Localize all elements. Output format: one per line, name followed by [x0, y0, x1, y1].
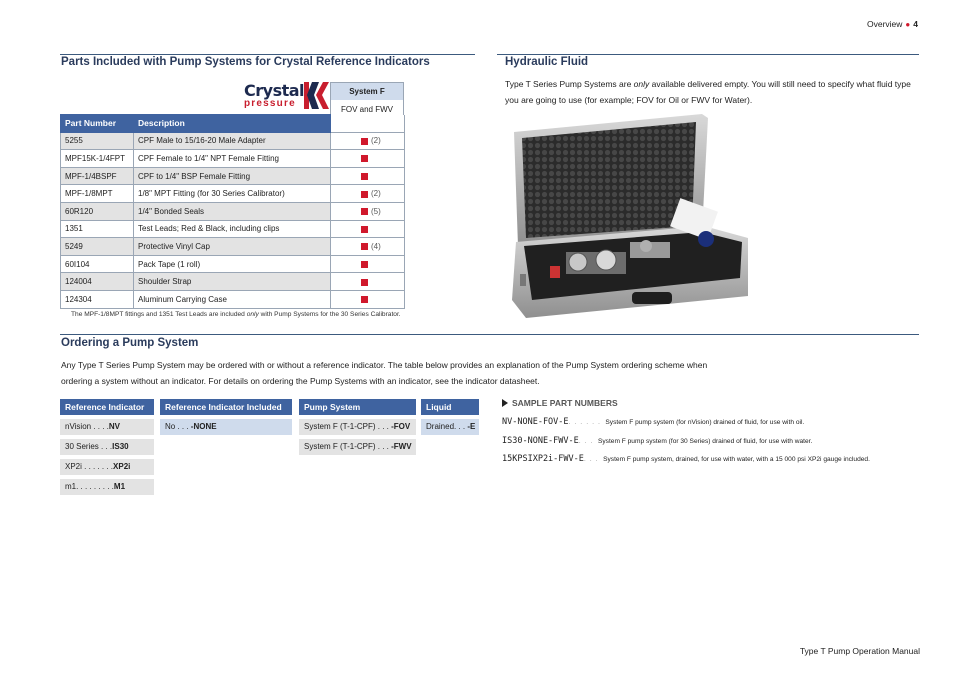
table-row — [61, 202, 405, 220]
sample-item — [502, 411, 870, 430]
sample-item — [502, 448, 870, 467]
col-header-pump-system: Pump System — [299, 399, 416, 415]
sample-description: System F pump system, drained, for use with water, with a 15 000 psi XP2i gauge included. — [603, 456, 870, 463]
included-mark — [331, 202, 405, 220]
table-row — [61, 150, 405, 168]
logo-mark-icon — [303, 81, 331, 111]
sample-description: System F pump system (for nVision) drained of fluid, for use with oil. — [605, 419, 805, 426]
part-description: Aluminum Carrying Case — [134, 290, 331, 308]
part-description: CPF to 1/4" BSP Female Fitting — [134, 167, 331, 185]
sample-leader: . . . . . . — [568, 419, 601, 426]
ordering-col-indicator-included — [160, 399, 292, 435]
part-description: 1/4" Bonded Seals — [134, 202, 331, 220]
ordering-option: No . . . -NONE — [160, 419, 292, 435]
table-row — [61, 290, 405, 308]
included-mark — [331, 290, 405, 308]
included-square-icon — [361, 296, 368, 303]
page-header — [867, 19, 918, 29]
part-number: 5249 — [61, 238, 134, 256]
ordering-col-pump-system — [299, 399, 416, 455]
sample-code: IS30-NONE-FWV-E — [502, 435, 579, 446]
ordering-col-liquid — [421, 399, 479, 435]
col-header-indicator-included: Reference Indicator Included — [160, 399, 292, 415]
hydraulic-section-title: Hydraulic Fluid — [505, 56, 589, 68]
ordering-text: Any Type T Series Pump System may be ordered with or without a reference indicator. The table below provides an explanation of the Pump System ordering scheme when ordering a system without an indicator. For details on ordering the Pump Systems with an indicator, see the indicator datasheet. — [61, 360, 708, 386]
table-row — [61, 185, 405, 203]
included-mark — [331, 238, 405, 256]
ordering-option: System F (T-1-CPF) . . . -FOV — [299, 419, 416, 435]
table-row — [61, 273, 405, 291]
included-mark — [331, 273, 405, 291]
sample-part-numbers — [502, 398, 870, 467]
included-square-icon — [361, 208, 368, 215]
system-f-title: System F — [331, 83, 403, 100]
part-number: 124304 — [61, 290, 134, 308]
sample-code: NV-NONE-FOV-E — [502, 417, 569, 427]
page-number: 4 — [913, 19, 918, 29]
table-row — [61, 238, 405, 256]
hydraulic-text: Type T Series Pump Systems are only available delivered empty. You will still need to specify what fluid type you are going to use (for example; FOV for Oil or FWV for Water). — [505, 79, 911, 105]
col-system-f — [331, 115, 405, 133]
samples-title: SAMPLE PART NUMBERS — [502, 398, 870, 408]
included-square-icon — [361, 155, 368, 162]
sample-leader: . . . — [583, 456, 599, 463]
crystal-pressure-logo — [244, 81, 334, 113]
col-description: Description — [134, 115, 331, 133]
part-description: CPF Female to 1/4" NPT Female Fitting — [134, 150, 331, 168]
included-mark — [331, 150, 405, 168]
part-description: Test Leads; Red & Black, including clips — [134, 220, 331, 238]
table-row — [61, 220, 405, 238]
logo-word-crystal: Crystal — [244, 81, 305, 100]
part-description: Shoulder Strap — [134, 273, 331, 291]
part-number: 60I104 — [61, 255, 134, 273]
col-header-reference-indicator: Reference Indicator — [60, 399, 154, 415]
included-mark — [331, 132, 405, 150]
table-row — [61, 132, 405, 150]
section-rule — [60, 334, 919, 335]
included-square-icon — [361, 261, 368, 268]
parts-section-title: Parts Included with Pump Systems for Crystal Reference Indicators — [61, 56, 430, 68]
included-square-icon — [361, 173, 368, 180]
part-number: 1351 — [61, 220, 134, 238]
col-header-liquid: Liquid — [421, 399, 479, 415]
part-description: Protective Vinyl Cap — [134, 238, 331, 256]
ordering-option: 30 Series . . .IS30 — [60, 439, 154, 455]
sample-leader: . . . — [578, 437, 594, 445]
sample-code: 15KPSIXP2i-FWV-E — [502, 454, 584, 464]
sample-item — [502, 430, 870, 449]
quantity: (4) — [371, 241, 381, 251]
bullet-icon: ● — [905, 20, 911, 29]
ordering-option: Drained. . . -E — [421, 419, 479, 435]
part-number: MPF15K-1/4FPT — [61, 150, 134, 168]
part-number: MPF-1/4BSPF — [61, 167, 134, 185]
pump-case-photo — [506, 114, 748, 319]
ordering-option: System F (T-1-CPF) . . . -FWV — [299, 439, 416, 455]
part-description: Pack Tape (1 roll) — [134, 255, 331, 273]
included-square-icon — [361, 226, 368, 233]
ordering-section-title: Ordering a Pump System — [61, 337, 199, 349]
section-rule — [497, 54, 919, 55]
table-row — [61, 167, 405, 185]
part-number: MPF-1/8MPT — [61, 185, 134, 203]
part-number: 60R120 — [61, 202, 134, 220]
table-row — [61, 255, 405, 273]
sample-description: System F pump system (for 30 Series) drained of fluid, for use with water. — [597, 437, 813, 445]
triangle-right-icon — [502, 399, 508, 407]
quantity: (2) — [371, 189, 381, 199]
col-part-number: Part Number — [61, 115, 134, 133]
page-footer: Type T Pump Operation Manual — [799, 646, 920, 656]
quantity: (5) — [371, 206, 381, 216]
included-square-icon — [361, 243, 368, 250]
included-square-icon — [361, 279, 368, 286]
part-number: 5255 — [61, 132, 134, 150]
included-mark — [331, 220, 405, 238]
part-description: CPF Male to 15/16-20 Male Adapter — [134, 132, 331, 150]
ordering-option: XP2i . . . . . . .XP2i — [60, 459, 154, 475]
included-square-icon — [361, 138, 368, 145]
parts-note: The MPF-1/8MPT fittings and 1351 Test Leads are included only with Pump Systems for the 30 Series Calibrator. — [71, 311, 401, 318]
ordering-option: nVision . . . .NV — [60, 419, 154, 435]
included-mark — [331, 185, 405, 203]
section-rule — [60, 54, 475, 55]
included-mark — [331, 255, 405, 273]
logo-word-pressure: pressure — [244, 98, 296, 109]
quantity: (2) — [371, 136, 381, 146]
included-mark — [331, 167, 405, 185]
part-number: 124004 — [61, 273, 134, 291]
ordering-option: m1. . . . . . . . .M1 — [60, 479, 154, 495]
included-square-icon — [361, 191, 368, 198]
system-f-line1: FOV and FWV — [340, 105, 393, 114]
part-description: 1/8" MPT Fitting (for 30 Series Calibrator) — [134, 185, 331, 203]
parts-table — [60, 114, 405, 309]
header-section: Overview — [866, 19, 903, 29]
ordering-col-reference-indicator — [60, 399, 154, 495]
